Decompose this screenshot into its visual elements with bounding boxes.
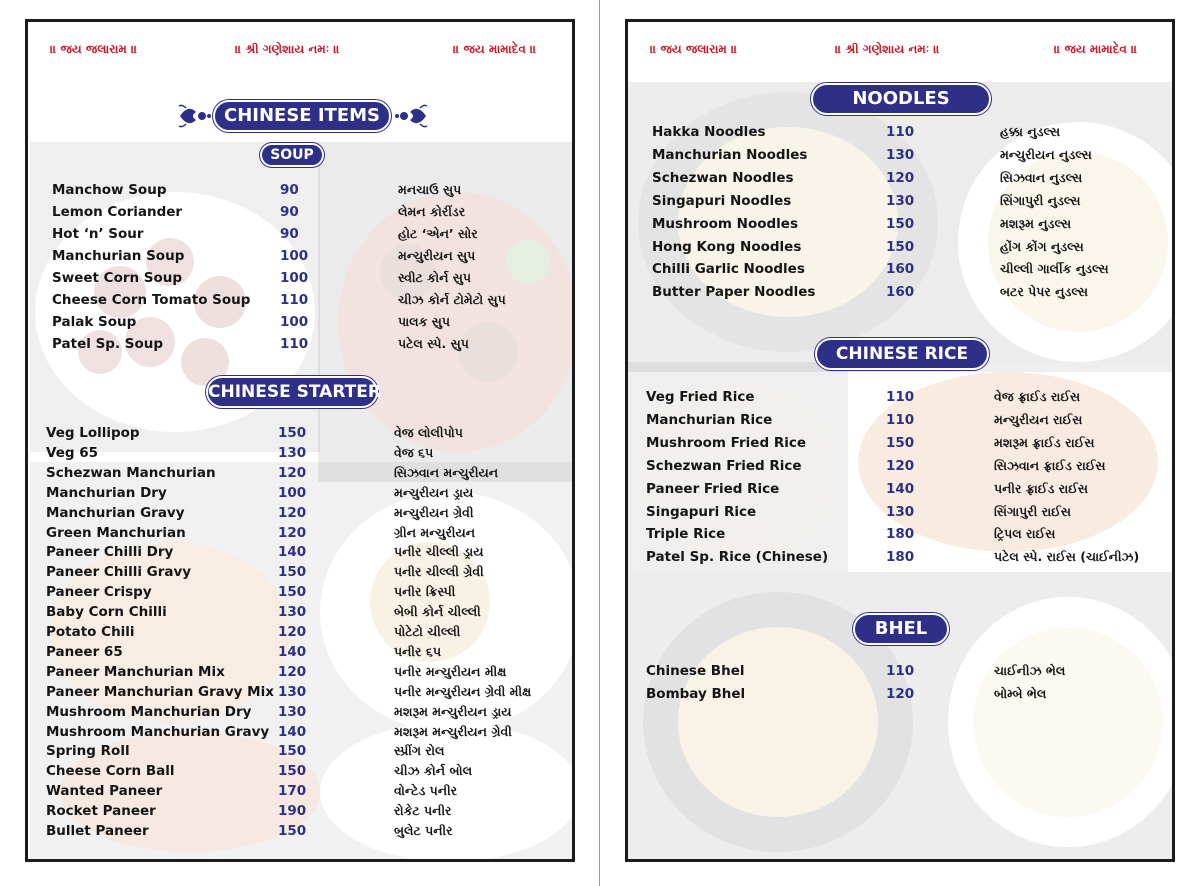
menu-item-row	[46, 704, 572, 724]
menu-item-price: 130	[278, 703, 307, 720]
menu-item-price: 130	[278, 444, 307, 461]
menu-item-name: Bombay Bhel	[646, 685, 746, 702]
menu-item-gujarati-name: સ્પ્રીંગ રોલ	[394, 743, 445, 759]
menu-item-price: 160	[886, 261, 915, 278]
menu-item-price: 150	[278, 584, 307, 601]
menu-item-row	[46, 823, 572, 843]
menu-item-price: 150	[278, 823, 307, 839]
menu-item-row	[46, 544, 572, 564]
menu-item-gujarati-name: પનીર ક્રિસ્પી	[394, 584, 456, 600]
menu-item-price: 150	[278, 763, 307, 780]
menu-item-name: Manchow Soup	[52, 182, 167, 198]
menu-item-name: Chinese Bhel	[646, 663, 745, 679]
menu-item-name: Paneer Chilli Dry	[46, 544, 174, 561]
menu-item-gujarati-name: વોન્ટેડ પનીર	[394, 783, 458, 799]
menu-item-gujarati-name: પનીર મન્ચુરીયન ગ્રેવી મીક્ષ	[394, 683, 532, 699]
menu-item-gujarati-name: પટેલ સ્પે. સુપ	[398, 336, 469, 351]
menu-item-gujarati-name: પટેલ સ્પે. રાઈસ (ચાઈનીઝ)	[994, 549, 1140, 565]
menu-item-gujarati-name: સિઝવાન મન્ચુરીયન	[394, 464, 499, 480]
menu-item-gujarati-name: પનીર મન્ચુરીયન મીક્ષ	[394, 663, 507, 679]
menu-item-price: 190	[278, 803, 307, 820]
menu-item-price: 130	[278, 604, 307, 621]
menu-item-price: 150	[886, 434, 915, 451]
menu-item-name: Cheese Corn Ball	[46, 763, 175, 780]
menu-item-row	[52, 292, 572, 312]
menu-item-price: 90	[280, 204, 299, 220]
menu-item-row	[46, 763, 572, 783]
menu-item-name: Butter Paper Noodles	[652, 284, 816, 301]
menu-item-gujarati-name: બટર પેપર નુડલ્સ	[1000, 284, 1088, 300]
menu-item-name: Mushroom Fried Rice	[646, 434, 807, 451]
menu-item-price: 180	[886, 549, 915, 566]
menu-item-gujarati-name: હોંગ કોંગ નુડલ્સ	[1000, 238, 1084, 254]
menu-item-name: Hakka Noodles	[652, 124, 766, 140]
menu-item-gujarati-name: મન્ચુરીયન રાઈસ	[994, 411, 1083, 427]
menu-item-gujarati-name: હોટ ‘એન’ સોર	[398, 226, 478, 241]
menu-item-row	[52, 226, 572, 246]
menu-item-price: 110	[886, 389, 915, 405]
menu-item-price: 120	[278, 464, 307, 481]
menu-item-price: 180	[886, 526, 915, 543]
menu-item-price: 120	[886, 457, 915, 474]
menu-item-row	[646, 526, 1172, 546]
menu-item-row	[646, 389, 1172, 409]
chinese-starter-heading: CHINESE STARTER	[206, 376, 378, 408]
menu-item-price: 130	[886, 192, 915, 209]
menu-item-gujarati-name: પોટેટો ચીલ્લી	[394, 624, 461, 639]
menu-item-price: 110	[280, 292, 309, 308]
menu-item-price: 130	[278, 683, 307, 700]
menu-item-name: Chilli Garlic Noodles	[652, 261, 805, 278]
menu-item-gujarati-name: મન્ચુરીયન નુડલ્સ	[1000, 146, 1092, 162]
menu-item-name: Mushroom Noodles	[652, 215, 798, 232]
menu-item-row	[652, 284, 1172, 304]
menu-item-row	[652, 261, 1172, 281]
menu-item-row	[652, 124, 1172, 144]
menu-item-row	[52, 248, 572, 268]
menu-item-gujarati-name: હક્કા નુડલ્સ	[1000, 124, 1061, 139]
menu-item-gujarati-name: સિઝવાન ફ્રાઈડ રાઈસ	[994, 457, 1106, 473]
menu-item-gujarati-name: સ્વીટ કોર્ન સુપ	[398, 270, 472, 285]
menu-item-gujarati-name: સિંગાપુરી રાઈસ	[994, 503, 1071, 519]
menu-item-price: 140	[278, 723, 307, 740]
menu-item-row	[46, 445, 572, 465]
menu-item-gujarati-name: મનચાઉ સુપ	[398, 182, 462, 197]
menu-item-gujarati-name: વેજ ૬૫	[394, 444, 434, 460]
menu-item-row	[52, 270, 572, 290]
noodles-heading: NOODLES	[811, 83, 991, 115]
menu-item-name: Schezwan Manchurian	[46, 464, 216, 481]
menu-item-gujarati-name: મશરૂમ નુડલ્સ	[1000, 215, 1072, 231]
menu-item-name: Schezwan Noodles	[652, 169, 794, 186]
menu-item-row	[646, 686, 1172, 706]
menu-item-price: 110	[280, 336, 309, 352]
menu-item-row	[46, 604, 572, 624]
menu-item-name: Manchurian Gravy	[46, 504, 185, 521]
menu-item-gujarati-name: વેજ ફ્રાઈડ રાઈસ	[994, 389, 1081, 404]
menu-item-row	[652, 147, 1172, 167]
menu-item-gujarati-name: મશરૂમ મન્ચુરીયન ગ્રેવી	[394, 723, 512, 739]
menu-item-name: Patel Sp. Soup	[52, 336, 164, 352]
menu-item-row	[46, 485, 572, 505]
menu-item-name: Cheese Corn Tomato Soup	[52, 292, 251, 308]
menu-item-price: 100	[280, 314, 309, 330]
menu-item-row	[52, 182, 572, 202]
menu-item-row	[46, 425, 572, 445]
menu-item-row	[46, 644, 572, 664]
menu-item-row	[46, 664, 572, 684]
menu-item-row	[646, 481, 1172, 501]
menu-item-row	[652, 170, 1172, 190]
menu-item-row	[646, 549, 1172, 569]
menu-item-name: Manchurian Noodles	[652, 146, 808, 163]
menu-item-name: Potato Chili	[46, 624, 135, 640]
menu-item-gujarati-name: બેબી કોર્ન ચીલ્લી	[394, 604, 481, 620]
menu-item-name: Lemon Coriander	[52, 204, 183, 220]
menu-item-name: Manchurian Dry	[46, 484, 167, 501]
menu-item-name: Bullet Paneer	[46, 823, 149, 839]
menu-item-price: 120	[886, 685, 915, 702]
menu-item-price: 140	[278, 544, 307, 561]
menu-page-right	[600, 0, 1200, 886]
menu-item-gujarati-name: પનીર ચીલ્લી ગ્રેવી	[394, 564, 484, 580]
menu-item-row	[52, 336, 572, 356]
menu-item-row	[652, 193, 1172, 213]
menu-item-row	[46, 803, 572, 823]
menu-item-name: Veg 65	[46, 444, 99, 461]
menu-item-price: 150	[278, 743, 307, 760]
menu-item-gujarati-name: પાલક સુપ	[398, 314, 451, 329]
menu-item-row	[646, 504, 1172, 524]
menu-item-row	[46, 584, 572, 604]
menu-item-gujarati-name: મશરૂમ મન્ચુરીયન ડ્રાય	[394, 703, 512, 719]
menu-item-gujarati-name: ગ્રીન મન્ચુરીયન	[394, 524, 476, 540]
menu-item-price: 100	[280, 270, 309, 286]
menu-item-gujarati-name: મન્ચુરીયન ડ્રાય	[394, 484, 474, 500]
menu-item-price: 140	[278, 643, 307, 660]
chinese-rice-heading: CHINESE RICE	[815, 338, 989, 370]
menu-item-price: 120	[278, 663, 307, 680]
menu-item-gujarati-name: બુલેટ પનીર	[394, 823, 453, 838]
menu-item-row	[46, 743, 572, 763]
menu-item-price: 100	[280, 248, 309, 264]
menu-item-row	[46, 465, 572, 485]
menu-item-name: Manchurian Rice	[646, 411, 773, 428]
ornament-right-icon	[394, 102, 428, 130]
menu-item-name: Palak Soup	[52, 314, 137, 330]
menu-item-name: Paneer 65	[46, 643, 123, 660]
menu-item-name: Schezwan Fried Rice	[646, 457, 802, 474]
blessing-right: ॥ જય મામાદેવ ॥	[453, 42, 537, 56]
menu-item-row	[46, 783, 572, 803]
menu-item-row	[646, 458, 1172, 478]
menu-item-gujarati-name: ચીઝ કોર્ન ટોમેટો સુપ	[398, 292, 506, 307]
menu-item-row	[646, 412, 1172, 432]
blessing-left: ॥ જય જલારામ ॥	[650, 42, 738, 56]
menu-item-gujarati-name: સિંગાપુરી નુડલ્સ	[1000, 192, 1081, 208]
menu-item-gujarati-name: રોકેટ પનીર	[394, 803, 452, 819]
menu-item-gujarati-name: લેમન કોરીંડર	[398, 204, 466, 219]
blessing-left: ॥ જય જલારામ ॥	[50, 42, 138, 56]
menu-item-name: Paneer Manchurian Mix	[46, 663, 225, 680]
menu-item-name: Paneer Manchurian Gravy Mix	[46, 683, 274, 700]
menu-item-price: 110	[886, 411, 915, 428]
menu-item-row	[46, 624, 572, 644]
menu-item-name: Baby Corn Chilli	[46, 604, 167, 621]
menu-item-gujarati-name: ચીઝ કોર્ન બોલ	[394, 763, 473, 779]
menu-item-price: 170	[278, 783, 307, 800]
menu-item-price: 120	[278, 504, 307, 521]
menu-item-price: 150	[886, 215, 915, 232]
menu-item-gujarati-name: વેજ લોલીપોપ	[394, 425, 463, 440]
menu-item-price: 110	[886, 663, 915, 679]
menu-item-name: Paneer Fried Rice	[646, 480, 780, 497]
menu-item-row	[652, 239, 1172, 259]
menu-item-row	[646, 435, 1172, 455]
menu-item-row	[46, 564, 572, 584]
menu-item-name: Wanted Paneer	[46, 783, 163, 800]
soup-heading: SOUP	[260, 143, 324, 167]
menu-item-row	[46, 505, 572, 525]
menu-item-name: Green Manchurian	[46, 524, 186, 541]
menu-item-price: 120	[886, 169, 915, 186]
menu-item-gujarati-name: સિઝવાન નુડલ્સ	[1000, 169, 1083, 185]
menu-item-row	[52, 204, 572, 224]
bhel-heading: BHEL	[853, 613, 949, 645]
menu-item-gujarati-name: પનીર ૬૫	[394, 643, 442, 659]
menu-item-name: Mushroom Manchurian Dry	[46, 703, 252, 720]
menu-item-name: Paneer Crispy	[46, 584, 152, 601]
menu-item-name: Veg Fried Rice	[646, 389, 755, 405]
menu-item-price: 150	[278, 425, 307, 441]
menu-item-gujarati-name: પનીર ફ્રાઈડ રાઈસ	[994, 480, 1088, 496]
menu-item-row	[646, 663, 1172, 683]
menu-item-name: Sweet Corn Soup	[52, 270, 183, 286]
menu-item-gujarati-name: મન્ચુરીયન સુપ	[398, 248, 476, 263]
menu-item-name: Veg Lollipop	[46, 425, 140, 441]
menu-item-row	[52, 314, 572, 334]
menu-item-name: Paneer Chilli Gravy	[46, 564, 192, 581]
blessing-right: ॥ જય મામાદેવ ॥	[1054, 42, 1138, 56]
blessing-center: ॥ શ્રી ગણેશાય નમઃ ॥	[235, 42, 340, 56]
menu-item-row	[46, 684, 572, 704]
menu-item-name: Hong Kong Noodles	[652, 238, 802, 255]
menu-item-price: 130	[886, 503, 915, 520]
menu-item-price: 160	[886, 284, 915, 301]
menu-item-price: 150	[278, 564, 307, 581]
menu-item-name: Mushroom Manchurian Gravy	[46, 723, 270, 740]
menu-item-price: 150	[886, 238, 915, 255]
chinese-items-heading: CHINESE ITEMS	[213, 100, 391, 132]
menu-item-name: Singapuri Noodles	[652, 192, 792, 209]
menu-item-name: Patel Sp. Rice (Chinese)	[646, 549, 829, 566]
menu-item-row	[652, 216, 1172, 236]
menu-item-name: Rocket Paneer	[46, 803, 156, 820]
page-frame-left	[25, 19, 575, 862]
menu-item-price: 120	[278, 624, 307, 640]
menu-item-gujarati-name: મશરૂમ ફ્રાઈડ રાઈસ	[994, 434, 1095, 450]
menu-item-gujarati-name: મન્ચુરીયન ગ્રેવી	[394, 504, 474, 520]
menu-item-name: Triple Rice	[646, 526, 726, 543]
menu-item-gujarati-name: બોમ્બે ભેલ	[994, 685, 1047, 701]
menu-item-row	[46, 724, 572, 744]
menu-item-gujarati-name: ટ્રિપલ રાઈસ	[994, 526, 1056, 542]
blessing-center: ॥ શ્રી ગણેશાય નમઃ ॥	[835, 42, 940, 56]
menu-item-row	[46, 525, 572, 545]
page-frame-right	[625, 19, 1175, 862]
menu-item-name: Manchurian Soup	[52, 248, 185, 264]
menu-item-name: Singapuri Rice	[646, 503, 757, 520]
menu-item-price: 110	[886, 124, 915, 140]
menu-item-gujarati-name: ચાઈનીઝ ભેલ	[994, 663, 1066, 678]
menu-item-price: 140	[886, 480, 915, 497]
ornament-left-icon	[178, 102, 212, 130]
menu-item-name: Hot ‘n’ Sour	[52, 226, 144, 242]
menu-item-price: 90	[280, 226, 299, 242]
menu-item-price: 90	[280, 182, 299, 198]
menu-item-price: 100	[278, 484, 307, 501]
menu-item-gujarati-name: પનીર ચીલ્લી ડ્રાય	[394, 544, 484, 560]
menu-item-price: 130	[886, 146, 915, 163]
menu-item-price: 120	[278, 524, 307, 541]
menu-item-name: Spring Roll	[46, 743, 130, 760]
menu-item-gujarati-name: ચીલ્લી ગાર્લીક નુડલ્સ	[1000, 261, 1109, 277]
